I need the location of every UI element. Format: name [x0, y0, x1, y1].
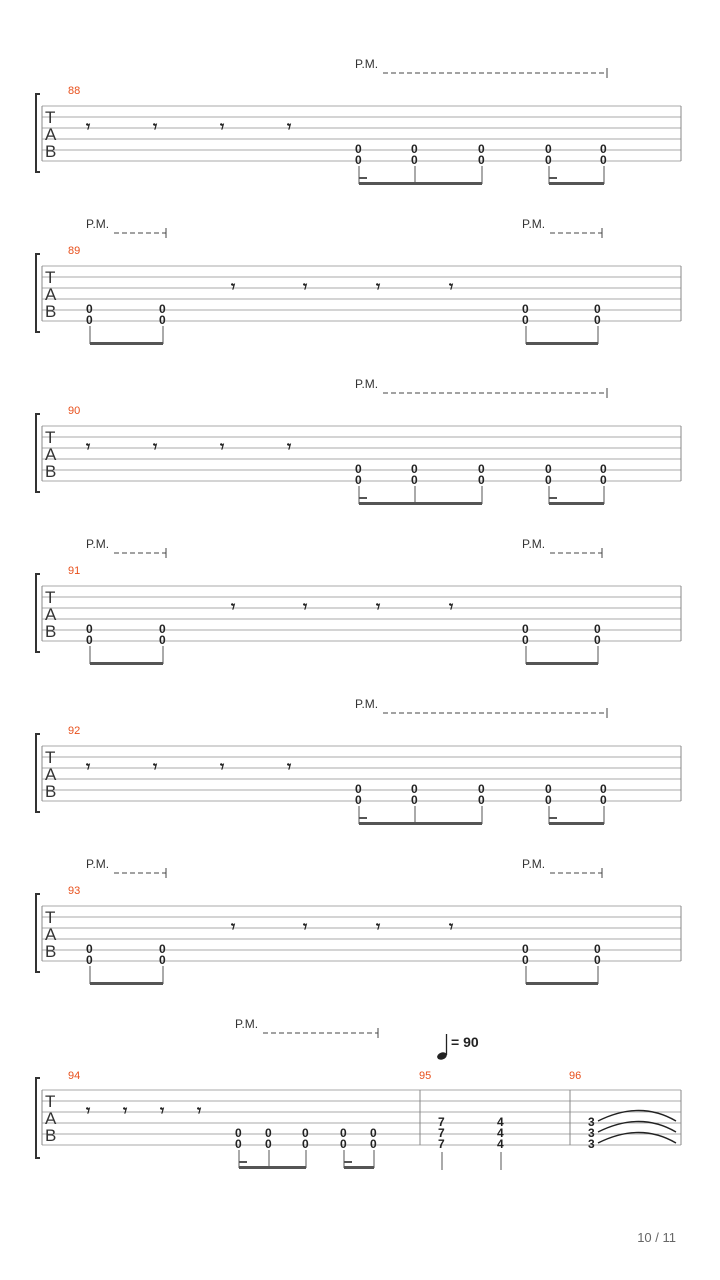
svg-text:0: 0: [159, 633, 166, 647]
svg-text:0: 0: [478, 793, 485, 807]
svg-text:0: 0: [594, 313, 601, 327]
svg-text:3: 3: [588, 1137, 595, 1151]
svg-text:P.M.: P.M.: [522, 217, 546, 231]
svg-text:A: A: [45, 285, 57, 304]
system-1: [36, 57, 681, 185]
svg-text:0: 0: [340, 1137, 347, 1151]
tab-clef-b: B: [45, 142, 57, 161]
svg-text:0: 0: [355, 793, 362, 807]
svg-text:0: 0: [411, 462, 418, 476]
svg-text:𝄾: 𝄾: [86, 759, 91, 776]
svg-text:0: 0: [545, 473, 552, 487]
measure-number: 93: [68, 885, 81, 897]
svg-text:0: 0: [159, 622, 166, 636]
system-4: [36, 537, 681, 665]
svg-text:T: T: [45, 428, 56, 447]
svg-text:𝄾: 𝄾: [303, 279, 308, 296]
svg-text:𝄾: 𝄾: [303, 599, 308, 616]
svg-text:P.M.: P.M.: [522, 857, 546, 871]
svg-text:T: T: [45, 908, 56, 927]
system-3: [36, 377, 681, 505]
svg-text:P.M.: P.M.: [86, 217, 110, 231]
system-7: [36, 1017, 681, 1170]
measure-number: 92: [68, 725, 81, 737]
svg-text:𝄾: 𝄾: [376, 919, 381, 936]
svg-text:P.M.: P.M.: [355, 697, 379, 711]
svg-text:0: 0: [86, 942, 93, 956]
svg-text:B: B: [45, 302, 57, 321]
svg-text:𝄾: 𝄾: [197, 1103, 202, 1120]
svg-text:T: T: [45, 1092, 56, 1111]
svg-text:P.M.: P.M.: [522, 537, 546, 551]
svg-text:T: T: [45, 588, 56, 607]
svg-text:𝄾: 𝄾: [153, 119, 158, 136]
svg-text:0: 0: [522, 313, 529, 327]
svg-text:0: 0: [600, 462, 607, 476]
measure-number: 94: [68, 1070, 81, 1082]
svg-text:7: 7: [438, 1137, 445, 1151]
svg-text:0: 0: [159, 942, 166, 956]
svg-text:𝄾: 𝄾: [287, 759, 292, 776]
svg-text:𝄾: 𝄾: [86, 119, 91, 136]
svg-text:0: 0: [411, 142, 418, 156]
svg-text:0: 0: [600, 153, 607, 167]
svg-text:0: 0: [478, 473, 485, 487]
svg-text:𝄾: 𝄾: [449, 279, 454, 296]
svg-text:0: 0: [159, 313, 166, 327]
svg-text:𝄾: 𝄾: [287, 439, 292, 456]
measure-number: 96: [569, 1070, 582, 1082]
svg-text:0: 0: [545, 462, 552, 476]
svg-text:𝄾: 𝄾: [231, 919, 236, 936]
svg-text:3: 3: [588, 1115, 595, 1129]
svg-text:P.M.: P.M.: [86, 857, 110, 871]
svg-text:4: 4: [497, 1137, 504, 1151]
svg-text:0: 0: [86, 302, 93, 316]
svg-text:𝄾: 𝄾: [287, 119, 292, 136]
svg-text:0: 0: [265, 1126, 272, 1140]
svg-text:0: 0: [545, 793, 552, 807]
beams: [359, 166, 604, 185]
svg-text:𝄾: 𝄾: [449, 599, 454, 616]
svg-text:𝄾: 𝄾: [231, 279, 236, 296]
svg-text:0: 0: [478, 462, 485, 476]
palm-mute-label: P.M.: [355, 57, 379, 71]
page-number: 10 / 11: [637, 1230, 676, 1245]
svg-text:0: 0: [478, 153, 485, 167]
svg-text:𝄾: 𝄾: [86, 1103, 91, 1120]
staff-bracket: [36, 94, 40, 172]
svg-text:0: 0: [86, 953, 93, 967]
tie-curves: [598, 1111, 676, 1144]
measure-number: 89: [68, 245, 81, 257]
tab-clef-t: T: [45, 108, 56, 127]
svg-text:0: 0: [522, 953, 529, 967]
svg-text:7: 7: [438, 1115, 445, 1129]
svg-text:0: 0: [411, 793, 418, 807]
svg-text:0: 0: [235, 1137, 242, 1151]
svg-text:A: A: [45, 925, 57, 944]
svg-text:0: 0: [600, 782, 607, 796]
svg-text:A: A: [45, 1109, 57, 1128]
svg-text:0: 0: [340, 1126, 347, 1140]
svg-text:𝄾: 𝄾: [123, 1103, 128, 1120]
svg-text:𝄾: 𝄾: [153, 439, 158, 456]
svg-text:0: 0: [478, 782, 485, 796]
svg-text:0: 0: [594, 622, 601, 636]
svg-text:P.M.: P.M.: [355, 377, 379, 391]
svg-text:0: 0: [600, 793, 607, 807]
svg-text:B: B: [45, 622, 57, 641]
svg-text:4: 4: [497, 1126, 504, 1140]
svg-text:𝄾: 𝄾: [160, 1103, 165, 1120]
svg-text:𝄾: 𝄾: [86, 439, 91, 456]
svg-text:𝄾: 𝄾: [220, 119, 225, 136]
svg-text:0: 0: [86, 633, 93, 647]
svg-text:0: 0: [545, 153, 552, 167]
svg-text:0: 0: [522, 942, 529, 956]
svg-text:0: 0: [522, 633, 529, 647]
svg-text:B: B: [45, 462, 57, 481]
svg-text:0: 0: [594, 953, 601, 967]
measure-number: 90: [68, 405, 81, 417]
svg-text:0: 0: [370, 1137, 377, 1151]
svg-text:A: A: [45, 445, 57, 464]
svg-text:0: 0: [302, 1126, 309, 1140]
svg-text:A: A: [45, 605, 57, 624]
system-5: [36, 697, 681, 825]
svg-text:3: 3: [588, 1126, 595, 1140]
svg-text:0: 0: [594, 633, 601, 647]
svg-text:0: 0: [411, 782, 418, 796]
measure-number: 91: [68, 565, 81, 577]
svg-text:0: 0: [600, 142, 607, 156]
svg-text:𝄾: 𝄾: [376, 599, 381, 616]
svg-text:7: 7: [438, 1126, 445, 1140]
svg-text:0: 0: [355, 142, 362, 156]
system-2: [36, 217, 681, 345]
svg-text:𝄾: 𝄾: [303, 919, 308, 936]
svg-text:B: B: [45, 942, 57, 961]
svg-text:0: 0: [594, 942, 601, 956]
svg-text:B: B: [45, 782, 57, 801]
svg-text:T: T: [45, 268, 56, 287]
svg-text:B: B: [45, 1126, 57, 1145]
svg-text:0: 0: [411, 153, 418, 167]
svg-text:0: 0: [411, 473, 418, 487]
svg-text:4: 4: [497, 1115, 504, 1129]
svg-text:𝄾: 𝄾: [231, 599, 236, 616]
svg-text:0: 0: [355, 462, 362, 476]
svg-text:0: 0: [355, 782, 362, 796]
svg-text:0: 0: [600, 473, 607, 487]
svg-text:0: 0: [355, 153, 362, 167]
svg-text:0: 0: [159, 953, 166, 967]
svg-text:𝄾: 𝄾: [220, 439, 225, 456]
svg-text:0: 0: [522, 622, 529, 636]
tab-clef-a: A: [45, 125, 57, 144]
measure-number: 95: [419, 1070, 432, 1082]
svg-text:T: T: [45, 748, 56, 767]
svg-text:0: 0: [159, 302, 166, 316]
svg-text:0: 0: [545, 782, 552, 796]
svg-text:0: 0: [302, 1137, 309, 1151]
svg-text:0: 0: [355, 473, 362, 487]
tempo-value: = 90: [451, 1034, 479, 1050]
measure-number: 88: [68, 85, 81, 97]
frets: [355, 142, 607, 167]
svg-text:𝄾: 𝄾: [449, 919, 454, 936]
svg-text:0: 0: [545, 142, 552, 156]
svg-text:P.M.: P.M.: [235, 1017, 259, 1031]
svg-text:𝄾: 𝄾: [376, 279, 381, 296]
svg-text:0: 0: [265, 1137, 272, 1151]
svg-text:0: 0: [522, 302, 529, 316]
tempo-marking: [436, 1034, 479, 1061]
svg-text:0: 0: [594, 302, 601, 316]
svg-text:𝄾: 𝄾: [220, 759, 225, 776]
svg-text:0: 0: [235, 1126, 242, 1140]
svg-text:0: 0: [86, 313, 93, 327]
svg-text:0: 0: [86, 622, 93, 636]
system-6: [36, 857, 681, 985]
svg-text:𝄾: 𝄾: [153, 759, 158, 776]
svg-text:P.M.: P.M.: [86, 537, 110, 551]
svg-text:A: A: [45, 765, 57, 784]
svg-text:0: 0: [478, 142, 485, 156]
svg-text:0: 0: [370, 1126, 377, 1140]
